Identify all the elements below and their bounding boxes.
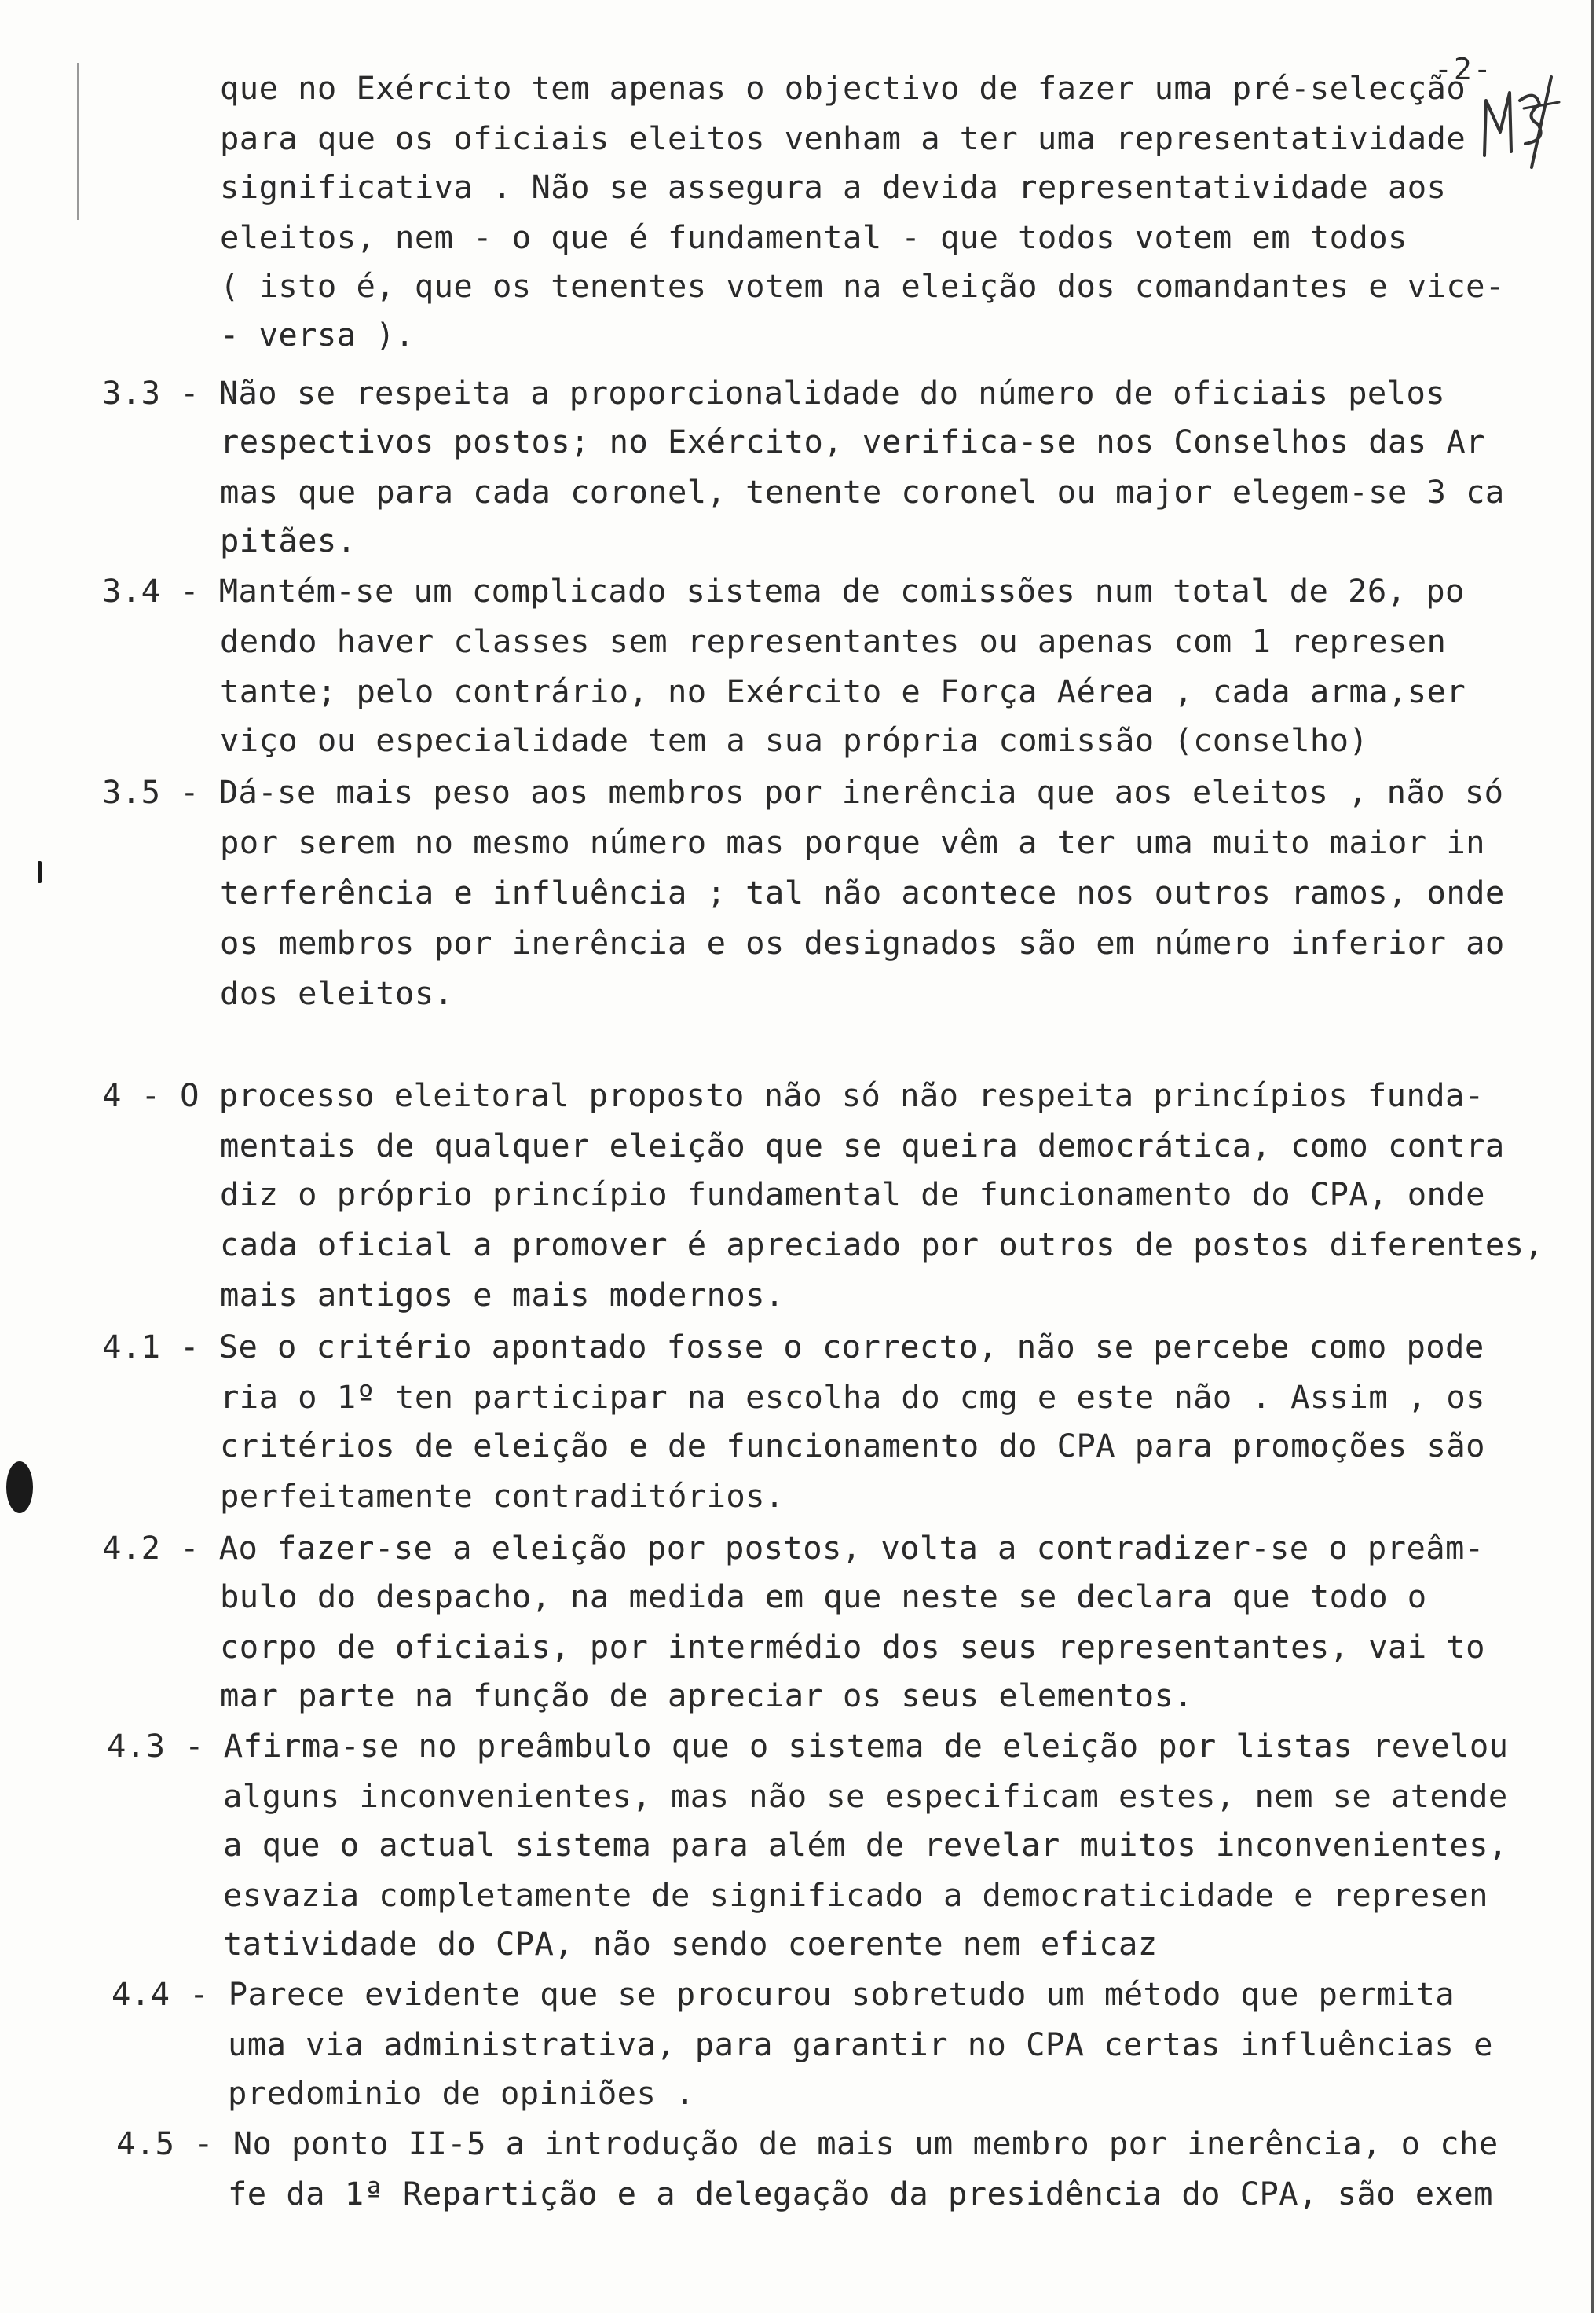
text-line: mar parte na função de apreciar os seus elementos. xyxy=(220,1677,1194,1714)
left-page-edge xyxy=(77,63,79,220)
text-line: uma via administrativa, para garantir no CPA certas influências e xyxy=(228,2025,1493,2063)
text-line: mais antigos e mais modernos. xyxy=(220,1276,785,1314)
text-line: bulo do despacho, na medida em que neste se declara que todo o xyxy=(220,1578,1427,1615)
text-line: terferência e influência ; tal não acontece nos outros ramos, onde xyxy=(220,874,1505,911)
text-line: fe da 1ª Repartição e a delegação da presidência do CPA, são exem xyxy=(228,2175,1493,2212)
text-line: 4.2 - Ao fazer-se a eleição por postos, volta a contradizer-se o preâm- xyxy=(102,1529,1484,1567)
text-line: 4 - O processo eleitoral proposto não só não respeita princípios funda- xyxy=(102,1076,1484,1114)
text-line: cada oficial a promover é apreciado por outros de postos diferentes, xyxy=(220,1226,1544,1263)
text-line: critérios de eleição e de funcionamento do CPA para promoções são xyxy=(220,1427,1485,1464)
handwritten-initials-icon xyxy=(1477,69,1563,171)
text-line: eleitos, nem - o que é fundamental - que todos votem em todos xyxy=(220,218,1407,256)
text-line: respectivos postos; no Exército, verifica-se nos Conselhos das Ar xyxy=(220,423,1485,460)
text-line: 3.3 - Não se respeita a proporcionalidade do número de oficiais pelos xyxy=(102,374,1446,412)
text-line: por serem no mesmo número mas porque vêm a ter uma muito maior in xyxy=(220,823,1485,861)
text-line: dendo haver classes sem representantes ou apenas com 1 represen xyxy=(220,622,1447,660)
text-line: mas que para cada coronel, tenente coronel ou major elegem-se 3 ca xyxy=(220,473,1505,511)
text-line: mentais de qualquer eleição que se queira democrática, como contra xyxy=(220,1127,1505,1164)
text-line: corpo de oficiais, por intermédio dos seus representantes, vai to xyxy=(220,1628,1485,1666)
text-line: 4.5 - No ponto II-5 a introdução de mais um membro por inerência, o che xyxy=(116,2124,1499,2162)
text-line: a que o actual sistema para além de revelar muitos inconvenientes, xyxy=(223,1826,1508,1864)
text-line: significativa . Não se assegura a devida representatividade aos xyxy=(220,168,1447,206)
page-number: -2- xyxy=(1434,52,1493,86)
text-line: dos eleitos. xyxy=(220,974,454,1012)
text-line: pitães. xyxy=(220,522,357,559)
scan-mark xyxy=(38,861,42,883)
text-line: diz o próprio princípio fundamental de funcionamento do CPA, onde xyxy=(220,1175,1485,1213)
punch-hole-mark xyxy=(6,1461,33,1513)
text-line: ria o 1º ten participar na escolha do cmg e este não . Assim , os xyxy=(220,1378,1485,1416)
text-line: 4.4 - Parece evidente que se procurou sobretudo um método que permita xyxy=(112,1975,1455,2013)
text-line: - versa ). xyxy=(220,316,415,354)
text-line: 3.5 - Dá-se mais peso aos membros por inerência que aos eleitos , não só xyxy=(102,773,1504,811)
text-line: perfeitamente contraditórios. xyxy=(220,1477,785,1515)
text-line: esvazia completamente de significado a democraticidade e represen xyxy=(223,1876,1488,1914)
text-line: predominio de opiniões . xyxy=(228,2074,695,2112)
text-line: 4.3 - Afirma-se no preâmbulo que o sistema de eleição por listas revelou xyxy=(107,1727,1509,1765)
text-line: ( isto é, que os tenentes votem na eleição dos comandantes e vice- xyxy=(220,267,1505,305)
text-line: alguns inconvenientes, mas não se especificam estes, nem se atende xyxy=(223,1777,1508,1815)
text-line: 4.1 - Se o critério apontado fosse o correcto, não se percebe como pode xyxy=(102,1328,1484,1365)
text-line: os membros por inerência e os designados são em número inferior ao xyxy=(220,924,1505,962)
text-line: tante; pelo contrário, no Exército e Força Aérea , cada arma,ser xyxy=(220,673,1466,710)
text-line: 3.4 - Mantém-se um complicado sistema de comissões num total de 26, po xyxy=(102,572,1465,610)
text-line: para que os oficiais eleitos venham a ter uma representatividade xyxy=(220,119,1466,157)
text-line: tatividade do CPA, não sendo coerente nem eficaz xyxy=(223,1925,1158,1963)
right-page-edge xyxy=(1591,0,1594,2313)
text-line: que no Exército tem apenas o objectivo de fazer uma pré-selecção xyxy=(220,69,1466,107)
text-line: viço ou especialidade tem a sua própria comissão (conselho) xyxy=(220,721,1369,759)
